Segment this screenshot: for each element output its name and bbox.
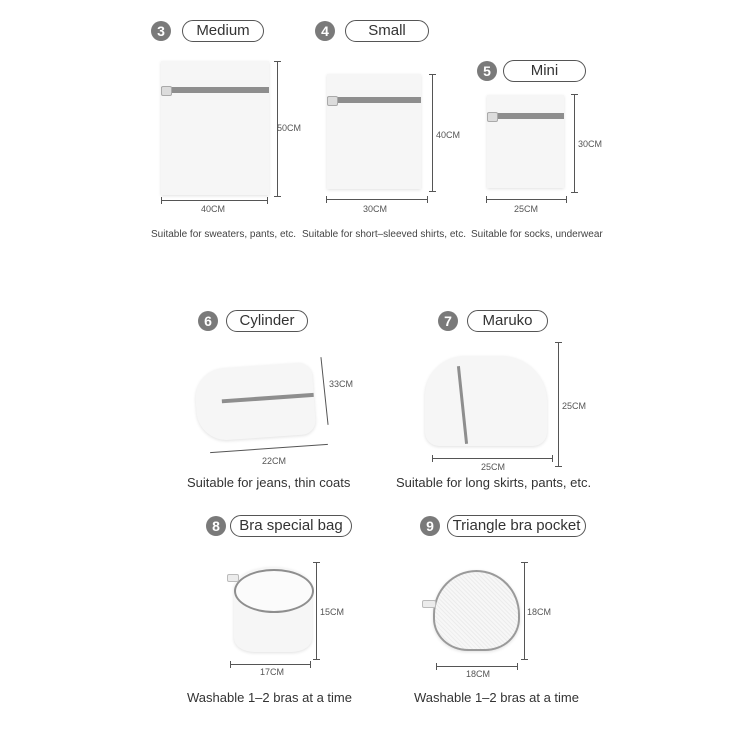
zipper-pull	[227, 574, 239, 582]
height-label: 18CM	[527, 607, 552, 617]
tick	[427, 196, 428, 203]
height-label: 15CM	[320, 607, 345, 617]
height-dimension-line	[432, 74, 433, 191]
height-dimension-line	[574, 94, 575, 192]
width-dimension-line	[161, 200, 268, 201]
tick	[310, 661, 311, 668]
tick	[432, 455, 433, 462]
size-label: Small	[345, 20, 429, 42]
zipper-pull	[327, 96, 338, 106]
size-label: Medium	[182, 20, 264, 42]
size-label: Cylinder	[226, 310, 308, 332]
zipper	[222, 393, 314, 403]
tick	[274, 61, 281, 62]
maruko-bag-image	[425, 356, 547, 446]
tick	[555, 466, 562, 467]
tick	[274, 196, 281, 197]
usage-caption: Washable 1–2 bras at a time	[187, 690, 352, 705]
tick	[555, 342, 562, 343]
usage-caption: Suitable for jeans, thin coats	[187, 475, 351, 490]
cylinder-bag-image	[194, 362, 317, 442]
width-label: 17CM	[260, 667, 285, 677]
size-label: Triangle bra pocket	[447, 515, 586, 537]
tick	[230, 661, 231, 668]
tick	[521, 562, 528, 563]
tick	[161, 197, 162, 204]
height-dimension-line	[316, 562, 317, 659]
width-dimension-line	[432, 458, 553, 459]
height-label: 50CM	[277, 123, 302, 133]
zipper	[327, 97, 421, 103]
number-badge: 6	[198, 311, 218, 331]
tick	[571, 192, 578, 193]
laundry-bag-image	[327, 74, 421, 189]
number-badge: 4	[315, 21, 335, 41]
tick	[436, 663, 437, 670]
number-badge: 9	[420, 516, 440, 536]
tick	[313, 562, 320, 563]
size-label: Maruko	[467, 310, 548, 332]
tick	[566, 196, 567, 203]
usage-caption: Suitable for sweaters, pants, etc.	[151, 229, 297, 240]
tick	[517, 663, 518, 670]
round-bra-bag-image	[234, 567, 312, 652]
zipper-pull	[487, 112, 498, 122]
tick	[313, 659, 320, 660]
size-label: Mini	[503, 60, 586, 82]
tick	[552, 455, 553, 462]
zipper	[487, 113, 564, 119]
height-label: 40CM	[436, 130, 461, 140]
zipper	[161, 87, 269, 93]
laundry-bag-image	[487, 95, 564, 188]
width-label: 40CM	[201, 204, 226, 214]
zipper-pull	[161, 86, 172, 96]
tick	[429, 74, 436, 75]
number-badge: 5	[477, 61, 497, 81]
width-dimension-line	[230, 664, 311, 665]
height-label: 30CM	[578, 139, 603, 149]
height-dimension-line	[558, 342, 559, 466]
number-badge: 8	[206, 516, 226, 536]
width-dimension-line	[326, 199, 428, 200]
tick	[267, 197, 268, 204]
tick	[486, 196, 487, 203]
width-label: 18CM	[466, 669, 491, 679]
width-dimension-line	[210, 444, 328, 453]
height-dimension-line	[320, 357, 328, 425]
width-dimension-line	[436, 666, 518, 667]
usage-caption: Suitable for long skirts, pants, etc.	[396, 475, 592, 490]
tick	[326, 196, 327, 203]
zipper-pull	[422, 600, 436, 608]
height-dimension-line	[524, 562, 525, 659]
width-label: 30CM	[363, 204, 388, 214]
triangle-bra-bag-image	[433, 570, 520, 651]
tick	[571, 94, 578, 95]
width-dimension-line	[486, 199, 567, 200]
tick	[521, 659, 528, 660]
laundry-bag-image	[161, 61, 269, 195]
tick	[429, 191, 436, 192]
usage-caption: Washable 1–2 bras at a time	[414, 690, 579, 705]
width-label: 25CM	[514, 204, 539, 214]
number-badge: 3	[151, 21, 171, 41]
usage-caption: Suitable for socks, underwear	[471, 229, 603, 240]
number-badge: 7	[438, 311, 458, 331]
height-label: 33CM	[329, 379, 354, 389]
zipper-lid	[234, 569, 314, 613]
size-label: Bra special bag	[230, 515, 352, 537]
width-label: 25CM	[481, 462, 506, 472]
height-label: 25CM	[562, 401, 587, 411]
zipper	[457, 366, 468, 444]
width-label: 22CM	[262, 456, 287, 466]
usage-caption: Suitable for short–sleeved shirts, etc.	[302, 229, 466, 240]
